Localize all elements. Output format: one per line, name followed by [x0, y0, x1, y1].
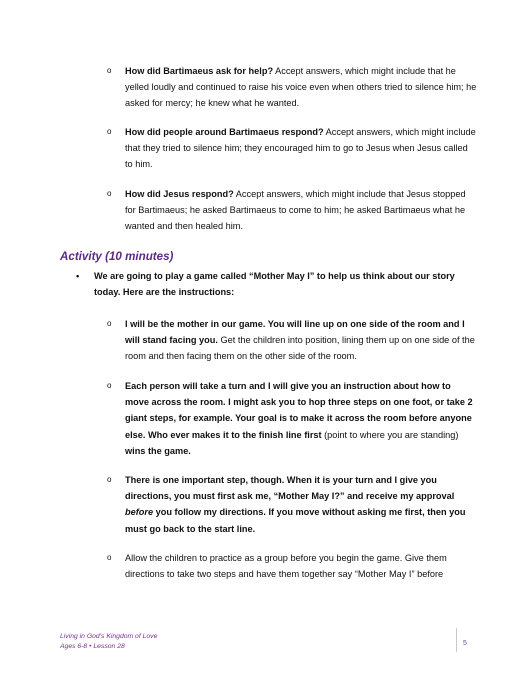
question-jesus-respond	[107, 186, 477, 235]
instruction-emphasis: before	[125, 507, 154, 518]
question-answer: Accept answers, which might include that Jesus stopped for Bartimaeus; he asked Bartimaeus to come to him; he asked Bartimaeus what he wanted and then healed him.	[125, 189, 466, 232]
instruction-bold: There is one important step, though. When it is your turn and I give you directions, you must first ask me, “Mother May I?” and receive my approval	[125, 475, 455, 502]
instruction-important-step	[107, 472, 477, 537]
footer-ages: Ages 6-8	[60, 643, 88, 650]
instruction-note: Get the children into position, lining them up on one side of the room and then facing them on the other side of the room.	[125, 335, 475, 362]
sub-bullet-marker: o	[107, 319, 112, 328]
question-lead: How did Bartimaeus ask for help?	[125, 66, 274, 76]
footer-lesson-line	[60, 642, 157, 652]
instruction-bold: I will be the mother in our game. You will line up on one side of the room and I will stand facing you.	[125, 319, 465, 346]
question-lead: How did people around Bartimaeus respond?	[125, 127, 324, 137]
instruction-bold: Each person will take a turn and I will give you an instruction about how to move across the room. I might ask you to hop three steps on one foot, or take 2 giant steps, for example. Your goal is to make it across the room before anyone else. Who ever makes it to the finish line first	[125, 381, 473, 440]
question-answer: Accept answers, which might include that they tried to silence him; they encouraged him to go to Jesus when Jesus called to him.	[125, 127, 476, 170]
instruction-turns	[107, 378, 477, 459]
sub-bullet-marker: o	[107, 66, 112, 75]
instruction-bold-end: you follow my directions. If you move without asking me first, then you must go back to the start line.	[125, 507, 466, 534]
footer-lesson: Lesson 28	[93, 643, 125, 650]
instruction-practice	[107, 550, 477, 582]
question-answer: Accept answers, which might include that he yelled loudly and continued to raise his voice even when others tried to silence him; he asked for mercy; he knew what he wanted.	[125, 66, 477, 109]
question-lead: How did Jesus respond?	[125, 189, 234, 199]
instruction-note: (point to where you are standing)	[321, 429, 459, 440]
instruction-bold-end: wins the game.	[125, 445, 191, 456]
activity-intro-bullet	[76, 268, 481, 300]
bullet-marker: •	[76, 271, 80, 281]
sub-bullet-marker: o	[107, 381, 112, 390]
footer	[60, 632, 157, 652]
footer-separator: •	[89, 643, 92, 650]
activity-intro-text: We are going to play a game called “Mother May I” to help us think about our story today. Here are the instructions:	[94, 271, 455, 298]
sub-bullet-marker: o	[107, 189, 112, 198]
instruction-note: Allow the children to practice as a group before you begin the game. Give them directions to take two steps and have them together say “Mother May I” before	[125, 553, 447, 580]
sub-bullet-marker: o	[107, 475, 112, 484]
question-bartimaeus-help	[107, 63, 477, 112]
question-people-respond	[107, 124, 477, 173]
sub-bullet-marker: o	[107, 553, 112, 562]
instruction-mother	[107, 316, 477, 365]
page-number-divider	[456, 628, 457, 652]
activity-heading: Activity (10 minutes)	[60, 250, 174, 263]
footer-title: Living in God’s Kingdom of Love	[60, 633, 158, 640]
page-number: 5	[463, 640, 467, 647]
sub-bullet-marker: o	[107, 127, 112, 136]
